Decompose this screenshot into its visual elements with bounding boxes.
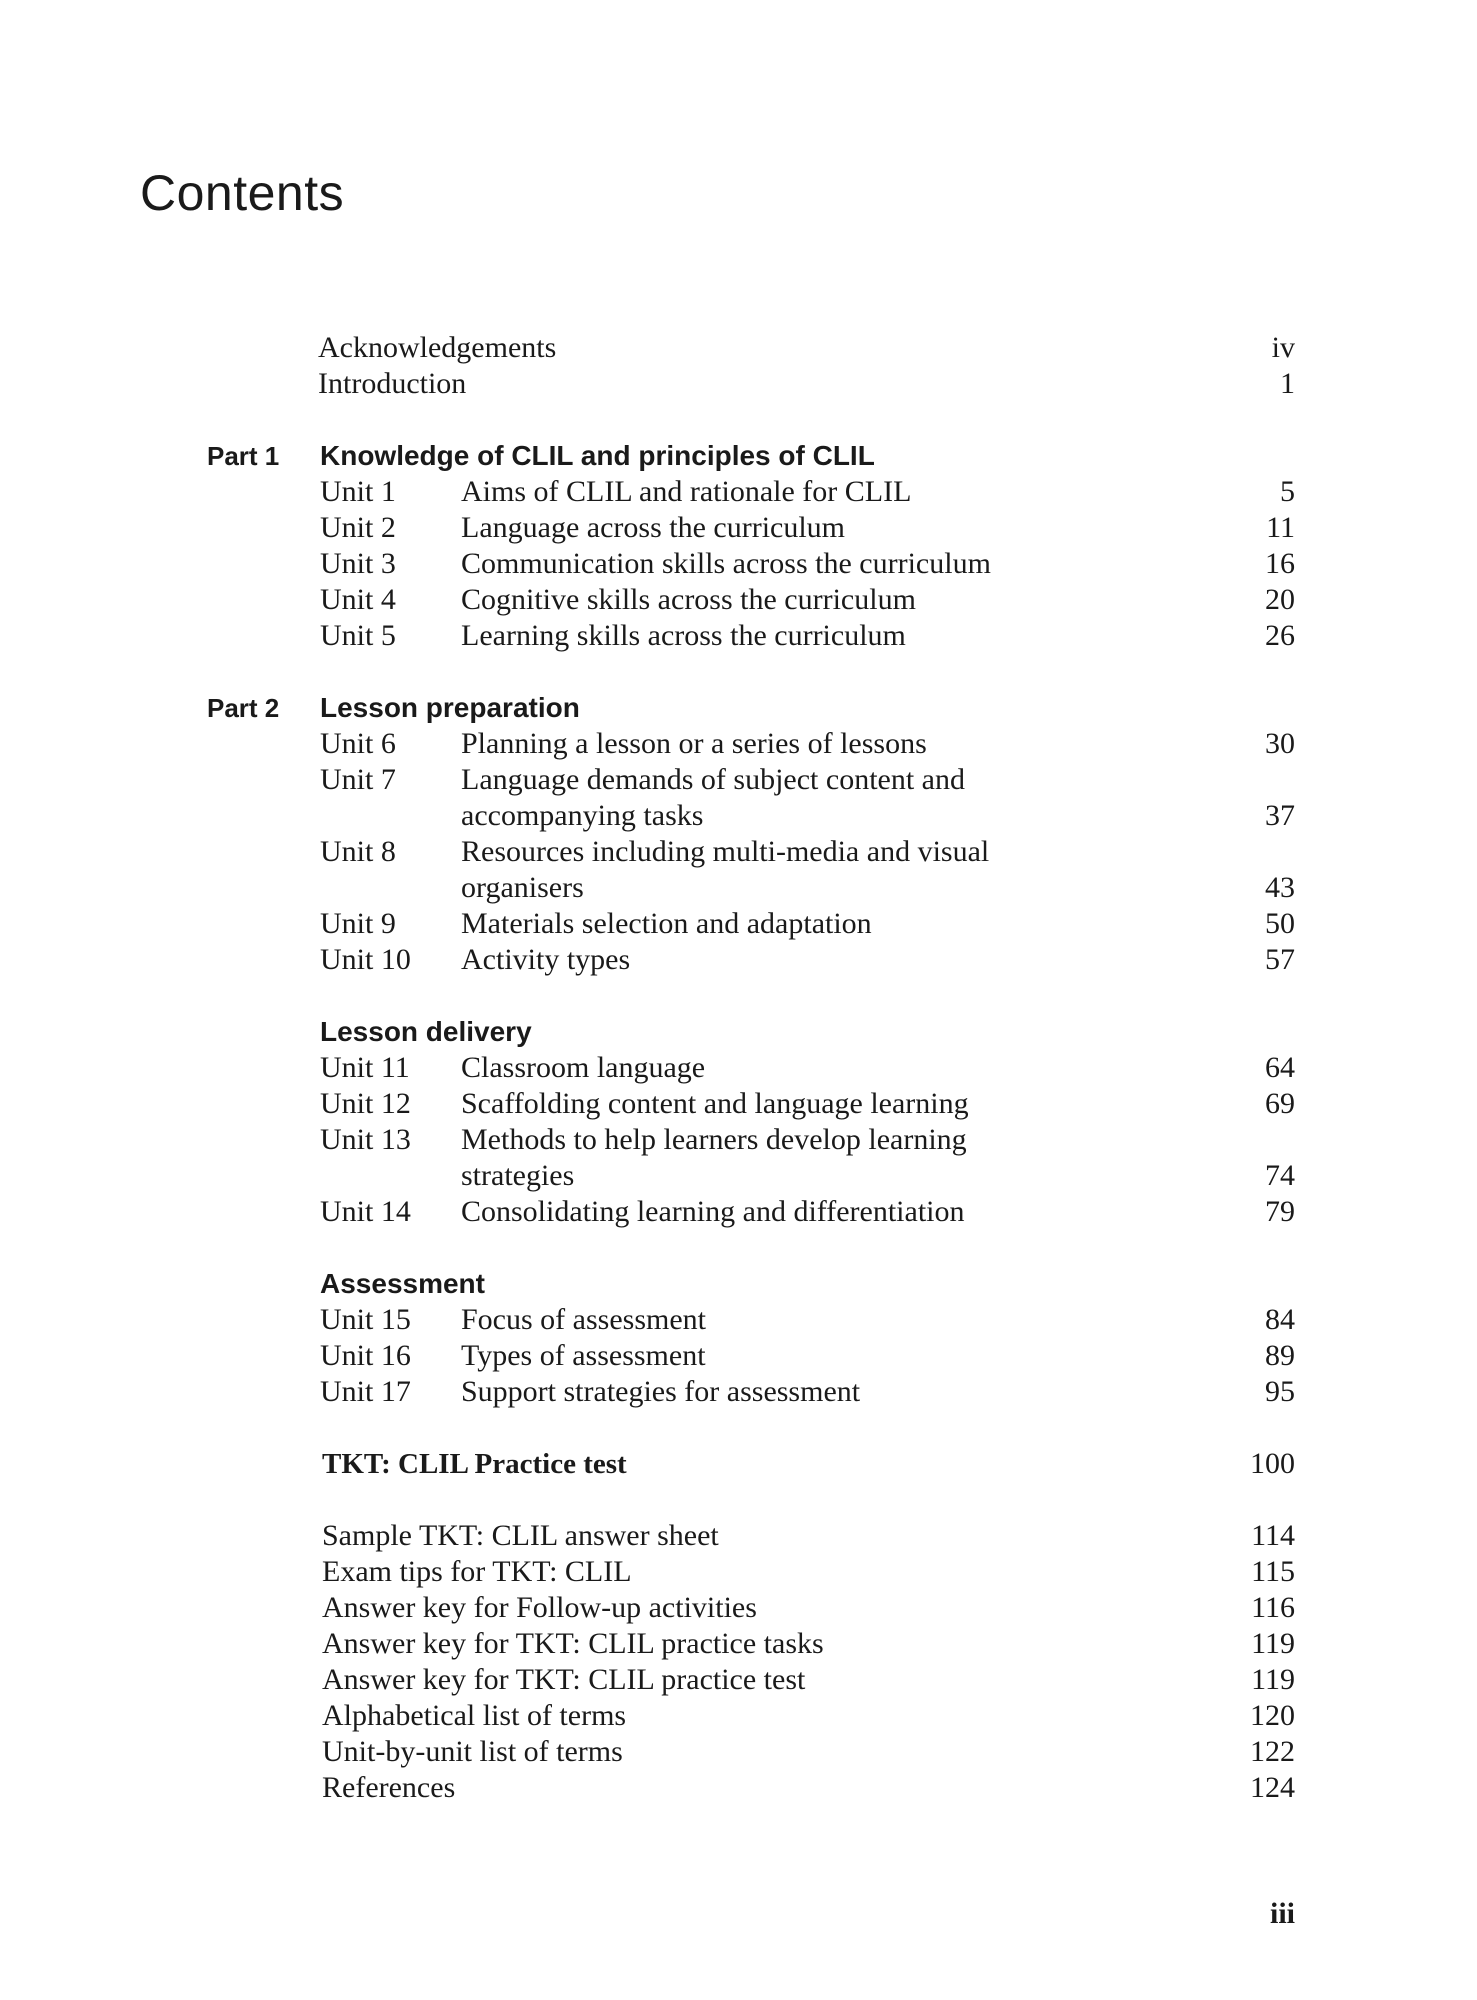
unit-number: Unit 11 [320,1051,410,1084]
unit-page: 57 [1265,943,1295,976]
part-label: Part 2 [207,693,280,723]
unit-number: Unit 6 [320,727,396,760]
toc-entry-references[interactable] [0,1770,1477,1806]
toc-entry-unit-11[interactable] [0,1050,1477,1086]
unit-title-continued: strategies [461,1159,575,1192]
unit-number: Unit 10 [320,943,411,976]
unit-number: Unit 2 [320,511,396,544]
page-number: iii [1269,1897,1295,1930]
toc-entry-page: 114 [1251,1519,1295,1552]
unit-number: Unit 7 [320,763,396,796]
toc-entry-title: References [322,1771,456,1804]
unit-page: 5 [1280,475,1295,508]
toc-entry-unit-15[interactable] [0,1302,1477,1338]
section-heading: Assessment [320,1268,485,1299]
toc-entry-practice-test[interactable] [0,1446,1477,1482]
unit-title: Consolidating learning and differentiation [461,1195,965,1228]
toc-entry-title: Introduction [318,367,467,400]
table-of-contents [0,330,1477,1806]
toc-entry-exam-tips[interactable] [0,1554,1477,1590]
unit-page: 84 [1265,1303,1295,1336]
toc-entry-page: iv [1271,331,1295,364]
unit-page: 43 [1265,871,1295,904]
toc-entry-unit-10[interactable] [0,942,1477,978]
unit-title: Language across the curriculum [461,511,846,544]
unit-title: Planning a lesson or a series of lessons [461,727,927,760]
unit-title: Aims of CLIL and rationale for CLIL [461,475,912,508]
unit-title: Materials selection and adaptation [461,907,872,940]
unit-page: 11 [1266,511,1295,544]
part2-heading-row [0,690,1477,726]
toc-entry-introduction[interactable] [0,366,1477,402]
toc-entry-page: 124 [1250,1771,1295,1804]
unit-title: Types of assessment [461,1339,706,1372]
unit-page: 64 [1265,1051,1295,1084]
unit-page: 74 [1265,1159,1295,1192]
unit-number: Unit 16 [320,1339,411,1372]
toc-entry-title: Acknowledgements [318,331,557,364]
toc-entry-unit-13-cont[interactable] [0,1158,1477,1194]
toc-entry-title: Unit-by-unit list of terms [322,1735,623,1768]
toc-entry-title: Sample TKT: CLIL answer sheet [322,1519,719,1552]
toc-entry-title: Answer key for TKT: CLIL practice tasks [322,1627,824,1660]
assessment-heading-row [0,1266,1477,1302]
toc-entry-unit-2[interactable] [0,510,1477,546]
section-heading: Lesson delivery [320,1016,532,1047]
page-title: Contents [140,165,345,221]
unit-title: Learning skills across the curriculum [461,619,906,652]
toc-entry-page: 1 [1280,367,1295,400]
toc-entry-unit-6[interactable] [0,726,1477,762]
toc-entry-page: 119 [1251,1627,1295,1660]
unit-page: 37 [1265,799,1295,832]
part1-heading-row [0,438,1477,474]
practice-test-title: TKT: CLIL Practice test [322,1448,627,1480]
toc-entry-unit-14[interactable] [0,1194,1477,1230]
unit-page: 79 [1265,1195,1295,1228]
toc-entry-unit-8-cont[interactable] [0,870,1477,906]
unit-title: Activity types [461,943,631,976]
unit-title: Support strategies for assessment [461,1375,861,1408]
toc-entry-unit-4[interactable] [0,582,1477,618]
unit-title: Scaffolding content and language learning [461,1087,969,1120]
toc-entry-page: 115 [1251,1555,1295,1588]
toc-entry-answer-sheet[interactable] [0,1518,1477,1554]
unit-title: Cognitive skills across the curriculum [461,583,916,616]
unit-title: Methods to help learners develop learning [461,1123,967,1156]
unit-title: Resources including multi-media and visual [461,835,990,868]
unit-number: Unit 14 [320,1195,411,1228]
toc-entry-unit-7[interactable] [0,762,1477,798]
toc-entry-title: Exam tips for TKT: CLIL [322,1555,632,1588]
toc-entry-unit-13[interactable] [0,1122,1477,1158]
toc-entry-unit-8[interactable] [0,834,1477,870]
section-heading: Knowledge of CLIL and principles of CLIL [320,440,875,471]
part-label: Part 1 [207,441,280,471]
unit-page: 69 [1265,1087,1295,1120]
toc-entry-acknowledgements[interactable] [0,330,1477,366]
toc-entry-unit-9[interactable] [0,906,1477,942]
practice-test-page: 100 [1250,1447,1295,1480]
unit-number: Unit 1 [320,475,396,508]
toc-entry-unit-terms[interactable] [0,1734,1477,1770]
toc-entry-unit-3[interactable] [0,546,1477,582]
toc-entry-page: 116 [1251,1591,1295,1624]
toc-entry-unit-17[interactable] [0,1374,1477,1410]
unit-page: 26 [1265,619,1295,652]
toc-entry-page: 119 [1251,1663,1295,1696]
unit-page: 50 [1265,907,1295,940]
unit-page: 30 [1265,727,1295,760]
unit-number: Unit 8 [320,835,396,868]
toc-entry-page: 122 [1250,1735,1295,1768]
unit-title: Classroom language [461,1051,706,1084]
toc-entry-title: Answer key for TKT: CLIL practice test [322,1663,806,1696]
unit-title: Focus of assessment [461,1303,706,1336]
unit-page: 16 [1265,547,1295,580]
lesson-delivery-heading-row [0,1014,1477,1050]
unit-number: Unit 3 [320,547,396,580]
toc-entry-unit-7-cont[interactable] [0,798,1477,834]
toc-entry-unit-5[interactable] [0,618,1477,654]
toc-entry-page: 120 [1250,1699,1295,1732]
unit-number: Unit 13 [320,1123,411,1156]
unit-title-continued: organisers [461,871,584,904]
unit-page: 20 [1265,583,1295,616]
toc-entry-answer-key-test[interactable] [0,1662,1477,1698]
unit-number: Unit 9 [320,907,396,940]
toc-entry-unit-1[interactable] [0,474,1477,510]
unit-number: Unit 5 [320,619,396,652]
unit-title: Communication skills across the curriculum [461,547,991,580]
section-heading: Lesson preparation [320,692,580,723]
unit-page: 89 [1265,1339,1295,1372]
toc-entry-title: Alphabetical list of terms [322,1699,627,1732]
unit-number: Unit 15 [320,1303,411,1336]
unit-number: Unit 17 [320,1375,411,1408]
toc-entry-unit-16[interactable] [0,1338,1477,1374]
unit-page: 95 [1265,1375,1295,1408]
unit-title: Language demands of subject content and [461,763,965,796]
unit-number: Unit 4 [320,583,396,616]
unit-number: Unit 12 [320,1087,411,1120]
toc-entry-alphabetical-terms[interactable] [0,1698,1477,1734]
toc-entry-answer-key-tasks[interactable] [0,1626,1477,1662]
toc-entry-title: Answer key for Follow-up activities [322,1591,757,1624]
unit-title-continued: accompanying tasks [461,799,704,832]
toc-entry-unit-12[interactable] [0,1086,1477,1122]
toc-entry-answer-key-follow-up[interactable] [0,1590,1477,1626]
